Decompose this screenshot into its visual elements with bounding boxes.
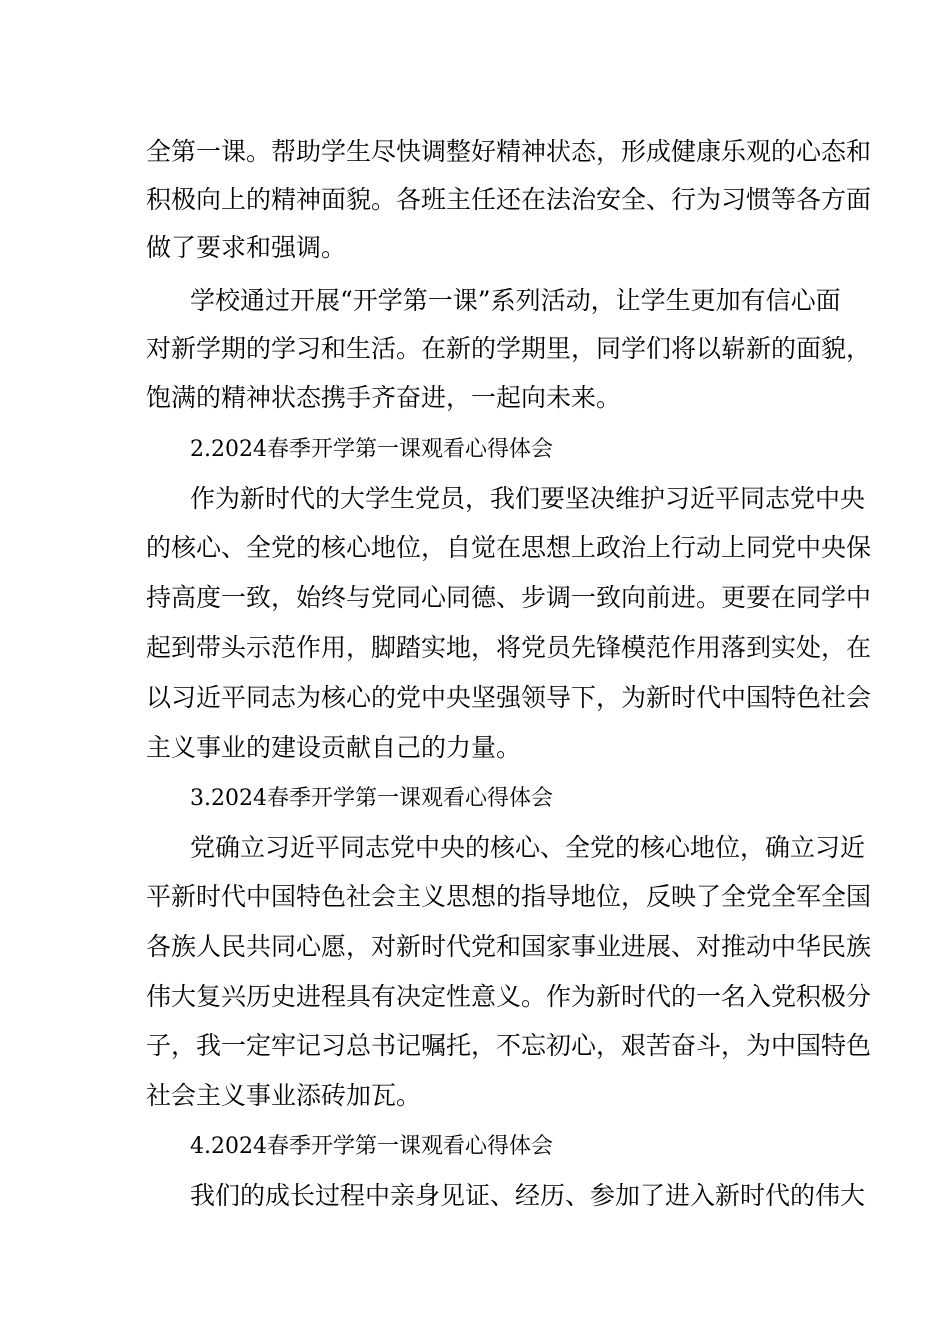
paragraph-line: 平新时代中国特色社会主义思想的指导地位，反映了全党全军全国	[146, 882, 872, 911]
paragraph-line: 持高度一致，始终与党同心同德、步调一致向前进。更要在同学中	[146, 583, 872, 612]
paragraph-line: 作为新时代的大学生党员，我们要坚决维护习近平同志党中央	[190, 484, 866, 513]
paragraph-line: 学校通过开展“开学第一课”系列活动，让学生更加有信心面	[190, 286, 841, 315]
paragraph-line: 饱满的精神状态携手齐奋进，一起向未来。	[146, 383, 622, 412]
paragraph-line: 我们的成长过程中亲身见证、经历、参加了进入新时代的伟大	[190, 1181, 866, 1210]
paragraph-line: 以习近平同志为核心的党中央坚强领导下，为新时代中国特色社会	[146, 683, 872, 712]
paragraph-line: 党确立习近平同志党中央的核心、全党的核心地位，确立习近	[190, 833, 866, 862]
paragraph-line: 伟大复兴历史进程具有决定性意义。作为新时代的一名入党积极分	[146, 982, 872, 1011]
paragraph-line: 社会主义事业添砖加瓦。	[146, 1081, 422, 1110]
paragraph-line: 起到带头示范作用，脚踏实地，将党员先锋模范作用落到实处，在	[146, 633, 872, 662]
paragraph-line: 做了要求和强调。	[146, 233, 347, 262]
section-heading: 4.2024春季开学第一课观看心得体会	[190, 1134, 553, 1159]
section-heading: 3.2024春季开学第一课观看心得体会	[190, 786, 553, 811]
paragraph-line: 子，我一定牢记习总书记嘱托，不忘初心，艰苦奋斗，为中国特色	[146, 1031, 872, 1060]
paragraph-line: 全第一课。帮助学生尽快调整好精神状态，形成健康乐观的心态和	[146, 137, 872, 166]
section-heading: 2.2024春季开学第一课观看心得体会	[190, 437, 553, 462]
paragraph-line: 主义事业的建设贡献自己的力量。	[146, 733, 522, 762]
paragraph-line: 各族人民共同心愿，对新时代党和国家事业进展、对推动中华民族	[146, 932, 872, 961]
paragraph-line: 的核心、全党的核心地位，自觉在思想上政治上行动上同党中央保	[146, 533, 872, 562]
paragraph-line: 积极向上的精神面貌。各班主任还在法治安全、行为习惯等各方面	[146, 185, 872, 214]
paragraph-line: 对新学期的学习和生活。在新的学期里，同学们将以崭新的面貌，	[146, 334, 872, 363]
